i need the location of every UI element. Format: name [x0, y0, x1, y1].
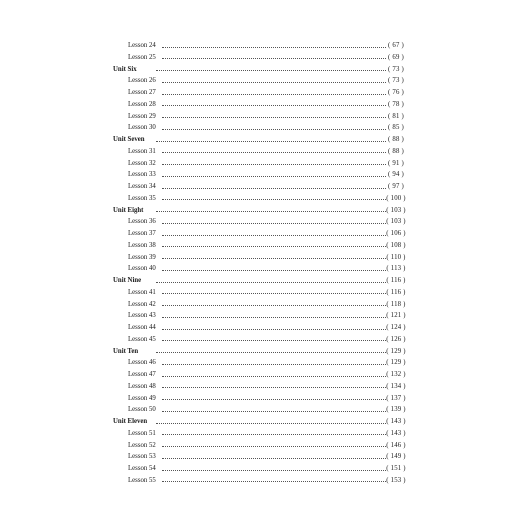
dot-leader [162, 129, 386, 130]
toc-lesson-entry [0, 228, 520, 240]
dot-leader [162, 399, 386, 400]
toc-page-number: ( 149 ) [386, 453, 406, 461]
toc-page-number: ( 108 ) [386, 241, 406, 249]
dot-leader [162, 223, 386, 224]
toc-lesson-entry [0, 299, 520, 311]
toc-page-number: ( 116 ) [386, 288, 406, 296]
toc-entry-title: Lesson 38 [128, 241, 156, 249]
dot-leader [162, 305, 386, 306]
toc-entry-title: Lesson 51 [128, 429, 156, 437]
toc-entry-title: Lesson 42 [128, 300, 156, 308]
toc-page-number: ( 73 ) [388, 77, 404, 85]
dot-leader [162, 152, 386, 153]
toc-page-number: ( 100 ) [386, 194, 406, 202]
dot-leader [162, 164, 386, 165]
dot-leader [162, 235, 386, 236]
toc-entry-title: Lesson 36 [128, 218, 156, 226]
dot-leader [156, 282, 386, 283]
dot-leader [162, 470, 386, 471]
toc-lesson-entry [0, 263, 520, 275]
dot-leader [162, 105, 386, 106]
toc-entry-title: Lesson 25 [128, 53, 156, 61]
toc-lesson-entry [0, 451, 520, 463]
dot-leader [156, 141, 386, 142]
toc-entry-title: Lesson 49 [128, 394, 156, 402]
toc-entry-title: Lesson 53 [128, 453, 156, 461]
toc-lesson-entry [0, 122, 520, 134]
toc-page-number: ( 103 ) [386, 206, 406, 214]
dot-leader [162, 317, 386, 318]
toc-entry-title: Lesson 43 [128, 312, 156, 320]
toc-page-number: ( 139 ) [386, 406, 406, 414]
dot-leader [162, 258, 386, 259]
toc-lesson-entry [0, 428, 520, 440]
dot-leader [162, 481, 386, 482]
toc-lesson-entry [0, 87, 520, 99]
toc-lesson-entry [0, 322, 520, 334]
table-of-contents [0, 40, 520, 487]
toc-page-number: ( 81 ) [388, 112, 404, 120]
toc-entry-title: Lesson 52 [128, 441, 156, 449]
dot-leader [162, 47, 386, 48]
toc-lesson-entry [0, 52, 520, 64]
toc-entry-title: Lesson 28 [128, 100, 156, 108]
toc-lesson-entry [0, 99, 520, 111]
toc-page-number: ( 88 ) [388, 147, 404, 155]
toc-lesson-entry [0, 240, 520, 252]
toc-entry-title: Unit Seven [113, 136, 145, 143]
toc-page-number: ( 91 ) [388, 159, 404, 167]
toc-page-number: ( 132 ) [386, 371, 406, 378]
dot-leader [162, 293, 386, 294]
toc-page-number: ( 78 ) [388, 100, 404, 108]
toc-lesson-entry [0, 111, 520, 123]
toc-lesson-entry [0, 181, 520, 193]
dot-leader [162, 94, 386, 95]
toc-page-number: ( 146 ) [386, 441, 406, 449]
toc-lesson-entry [0, 287, 520, 299]
dot-leader [162, 340, 386, 341]
toc-page-number: ( 97 ) [388, 183, 404, 190]
toc-entry-title: Lesson 37 [128, 230, 156, 237]
toc-entry-title: Unit Nine [113, 277, 142, 284]
dot-leader [162, 176, 386, 177]
dot-leader [156, 352, 386, 353]
toc-page-number: ( 143 ) [386, 418, 406, 425]
toc-entry-title: Lesson 47 [128, 371, 156, 378]
toc-page-number: ( 85 ) [388, 124, 404, 132]
toc-page-number: ( 116 ) [386, 277, 406, 284]
toc-page-number: ( 134 ) [386, 382, 406, 390]
toc-entry-title: Lesson 34 [128, 183, 156, 190]
toc-page-number: ( 129 ) [386, 347, 406, 355]
toc-page-number: ( 69 ) [388, 53, 404, 61]
toc-lesson-entry [0, 40, 520, 52]
dot-leader [156, 423, 386, 424]
toc-entry-title: Lesson 31 [128, 147, 156, 155]
toc-entry-title: Lesson 27 [128, 89, 156, 96]
dot-leader [162, 246, 386, 247]
toc-lesson-entry [0, 475, 520, 487]
toc-entry-title: Unit Six [113, 65, 137, 73]
toc-page-number: ( 67 ) [388, 42, 404, 49]
dot-leader [156, 70, 386, 71]
dot-leader [162, 117, 386, 118]
toc-page-number: ( 151 ) [386, 465, 406, 472]
dot-leader [162, 434, 386, 435]
toc-entry-title: Lesson 33 [128, 171, 156, 179]
toc-page-number: ( 126 ) [386, 335, 406, 343]
toc-entry-title: Lesson 29 [128, 112, 156, 120]
toc-entry-title: Lesson 54 [128, 465, 156, 472]
toc-page-number: ( 76 ) [388, 89, 404, 96]
toc-unit-heading [0, 346, 520, 358]
toc-page-number: ( 118 ) [386, 300, 406, 308]
toc-entry-title: Lesson 48 [128, 382, 156, 390]
toc-page-number: ( 143 ) [386, 429, 406, 437]
dot-leader [162, 58, 386, 59]
dot-leader [162, 458, 386, 459]
dot-leader [162, 376, 386, 377]
toc-page-number: ( 94 ) [388, 171, 404, 179]
toc-page-number: ( 137 ) [386, 394, 406, 402]
dot-leader [162, 188, 386, 189]
toc-entry-title: Lesson 30 [128, 124, 156, 132]
toc-entry-title: Lesson 44 [128, 324, 156, 331]
toc-entry-title: Lesson 39 [128, 253, 156, 261]
dot-leader [162, 82, 386, 83]
toc-entry-title: Unit Ten [113, 347, 139, 355]
dot-leader [162, 329, 386, 330]
toc-lesson-entry [0, 334, 520, 346]
toc-entry-title: Lesson 32 [128, 159, 156, 167]
dot-leader [162, 364, 386, 365]
toc-unit-heading [0, 275, 520, 287]
toc-entry-title: Lesson 45 [128, 335, 156, 343]
toc-page-number: ( 110 ) [386, 253, 406, 261]
toc-unit-heading [0, 416, 520, 428]
dot-leader [162, 270, 386, 271]
toc-lesson-entry [0, 252, 520, 264]
toc-lesson-entry [0, 381, 520, 393]
toc-entry-title: Lesson 46 [128, 359, 156, 367]
toc-entry-title: Lesson 40 [128, 265, 156, 273]
toc-lesson-entry [0, 404, 520, 416]
toc-unit-heading [0, 64, 520, 76]
toc-lesson-entry [0, 310, 520, 322]
toc-entry-title: Lesson 24 [128, 42, 156, 49]
toc-lesson-entry [0, 216, 520, 228]
toc-entry-title: Lesson 55 [128, 476, 156, 484]
dot-leader [162, 387, 386, 388]
toc-page-number: ( 88 ) [388, 136, 404, 143]
toc-entry-title: Lesson 26 [128, 77, 156, 85]
toc-entry-title: Lesson 35 [128, 194, 156, 202]
toc-lesson-entry [0, 393, 520, 405]
toc-lesson-entry [0, 193, 520, 205]
toc-lesson-entry [0, 75, 520, 87]
dot-leader [162, 446, 386, 447]
toc-lesson-entry [0, 169, 520, 181]
toc-entry-title: Unit Eight [113, 206, 144, 214]
toc-page-number: ( 121 ) [386, 312, 406, 320]
toc-page-number: ( 106 ) [386, 230, 406, 237]
toc-page-number: ( 103 ) [386, 218, 406, 226]
toc-page-number: ( 124 ) [386, 324, 406, 331]
toc-lesson-entry [0, 369, 520, 381]
toc-page-number: ( 129 ) [386, 359, 406, 367]
dot-leader [162, 199, 386, 200]
dot-leader [156, 211, 386, 212]
toc-lesson-entry [0, 463, 520, 475]
dot-leader [162, 411, 386, 412]
toc-lesson-entry [0, 357, 520, 369]
toc-entry-title: Lesson 41 [128, 288, 156, 296]
toc-unit-heading [0, 134, 520, 146]
toc-lesson-entry [0, 440, 520, 452]
toc-entry-title: Lesson 50 [128, 406, 156, 414]
toc-unit-heading [0, 205, 520, 217]
toc-lesson-entry [0, 158, 520, 170]
toc-entry-title: Unit Eleven [113, 418, 148, 425]
toc-page-number: ( 113 ) [386, 265, 406, 273]
toc-page-number: ( 73 ) [388, 65, 404, 73]
toc-page-number: ( 153 ) [386, 476, 406, 484]
toc-lesson-entry [0, 146, 520, 158]
